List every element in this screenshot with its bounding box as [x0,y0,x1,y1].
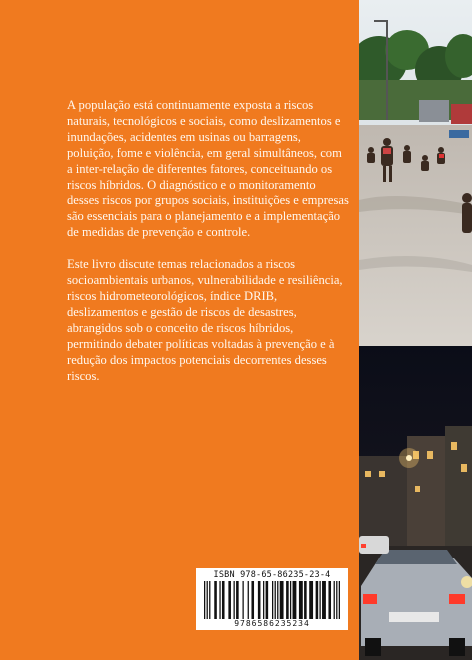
synopsis-paragraph-2: Este livro discute temas relacionados a riscos socioambientais urbanos, vulnerabilidade e resiliência, riscos hidrometeorológicos, índice DRIB, deslizamentos e gestão de riscos de desastres, abrangidos sob o conceito de riscos híbridos, permitindo debater políticas voltadas à prevenção e à redução dos impactos potenciais decorrentes desses riscos. [67,257,343,383]
barcode-digits: 9786586235234 [234,619,310,628]
barcode-bar [234,581,235,619]
barcode-bar [299,581,303,619]
barcode-bar [277,581,278,619]
barcode-bar [248,581,249,619]
barcode-bar [266,581,269,619]
barcode-bar [316,581,319,619]
barcode-bar [336,581,337,619]
photo-strip [359,0,472,660]
barcode-bar [309,581,313,619]
barcode-bar [204,581,205,619]
barcode-bars [204,581,340,619]
barcode-bar [228,581,231,619]
barcode-bar [334,581,335,619]
barcode-bar [304,581,307,619]
barcode-bar [219,581,220,619]
barcode-bar [322,581,326,619]
synopsis [67,98,349,400]
barcode-bar [319,581,320,619]
barcode-bar [251,581,254,619]
barcode-bar [290,581,291,619]
barcode-bar [209,581,210,619]
barcode-bar [242,581,243,619]
barcode-bar [280,581,284,619]
flood-photo [359,0,472,346]
isbn-label: ISBN 978-65-86235-23-4 [213,570,331,580]
barcode-bar [272,581,273,619]
barcode-bar [328,581,331,619]
barcode-bar [258,581,261,619]
barcode-bar [207,581,208,619]
barcode-bar [339,581,340,619]
barcode-bar [286,581,289,619]
barcode-bar [236,581,239,619]
night-street-photo [359,346,472,660]
synopsis-paragraph-1: A população está continuamente exposta a riscos naturais, tecnológicos e sociais, como deslizamentos e inundações, acidentes em usinas ou barragens, poluição, fome e violência, em geral simultâneos, com a inter-relação de diferentes fatores, conceituando os riscos híbridos. O diagnóstico e o monitoramento desses riscos por grupos sociais, instituições e empresas são essenciais para o planejamento e a implementação de medidas de prevenção e controle. [67,98,349,240]
isbn-barcode [196,568,348,630]
barcode-bar [275,581,276,619]
barcode-bar [263,581,264,619]
barcode-bar [222,581,225,619]
barcode-bar [214,581,217,619]
barcode-bar [293,581,297,619]
